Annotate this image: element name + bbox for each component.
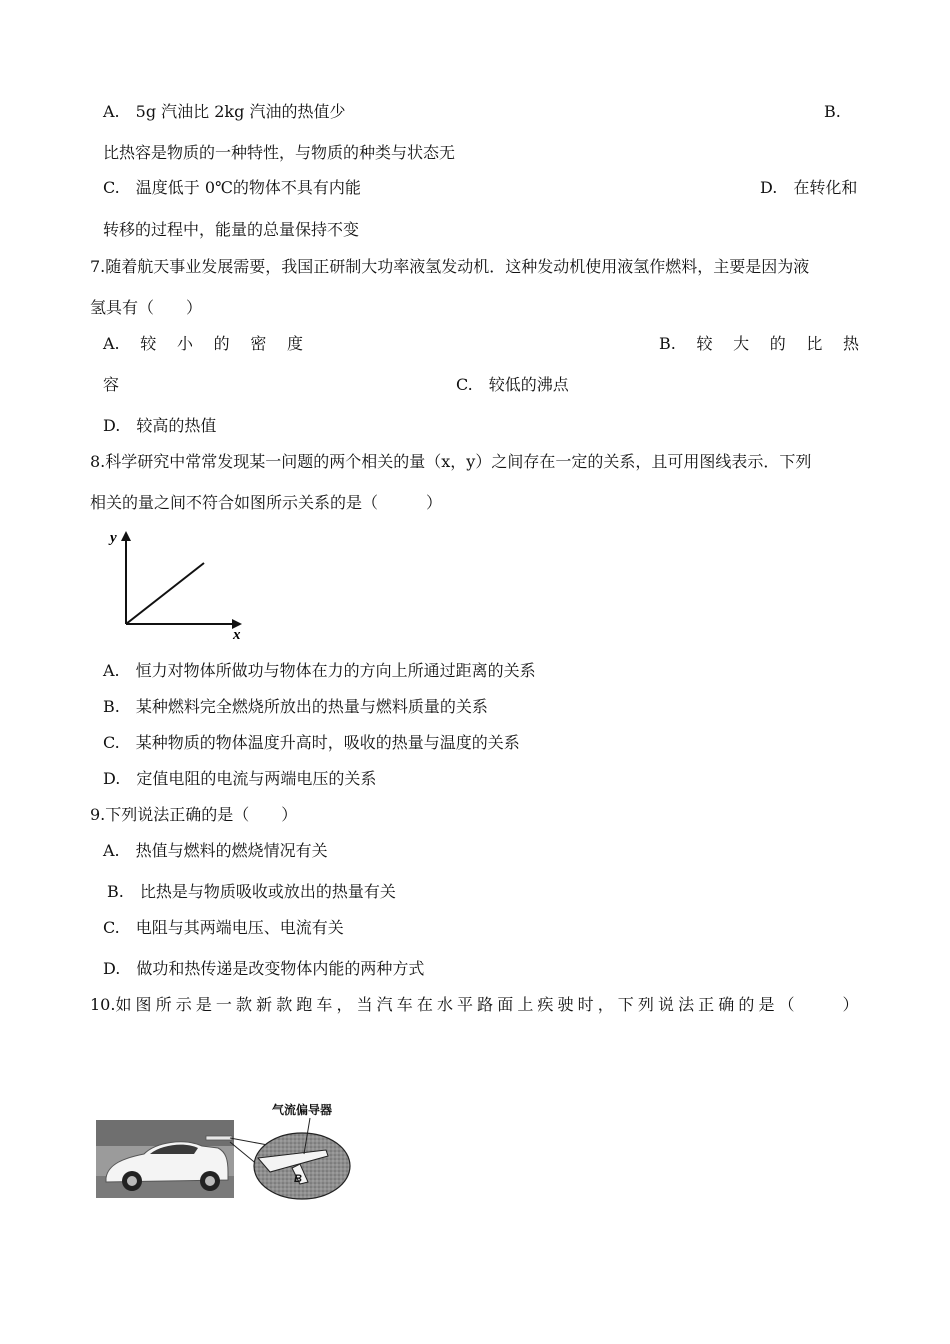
q7-option-a [103, 334, 303, 354]
option-label: A. [103, 102, 120, 121]
option-label: C. [103, 178, 120, 197]
q8-option-c [103, 733, 520, 753]
option-char: 较 [696, 334, 713, 353]
proportional-line [126, 563, 204, 624]
option-label: B. [659, 334, 676, 353]
option-text: 电阻与其两端电压、电流有关 [135, 918, 344, 937]
spoiler-label: 气流偏导器 [272, 1103, 333, 1117]
q7-option-b [659, 334, 859, 354]
option-text: 比热是与物质吸收或放出的热量有关 [139, 882, 396, 901]
option-text: 做功和热传递是改变物体内能的两种方式 [136, 959, 425, 978]
q7-stem-line-1: 7.随着航天事业发展需要，我国正研制大功率液氢发动机．这种发动机使用液氢作燃料，主要是因为液 [90, 257, 810, 276]
option-label: C. [103, 733, 120, 752]
y-axis-label: y [110, 530, 117, 546]
q6-option-d-text: 转移的过程中，能量的总量保持不变 [103, 220, 360, 239]
option-text: 某种燃料完全燃烧所放出的热量与燃料质量的关系 [135, 697, 488, 716]
option-label: D. [103, 769, 121, 788]
option-char: 密 [250, 334, 267, 353]
option-label: B. [103, 697, 120, 716]
stem-char: 是 [195, 995, 212, 1014]
stem-char: 一 [215, 995, 232, 1014]
stem-char: 法 [678, 995, 695, 1014]
stem-char: 下 [617, 995, 634, 1014]
option-char: 小 [176, 334, 193, 353]
q10-stem [90, 995, 859, 1015]
stem-char: 正 [698, 995, 715, 1014]
stem-char: 疾 [537, 995, 554, 1014]
y-axis-arrow [121, 531, 131, 541]
option-char: 比 [806, 334, 823, 353]
q7-stem-line-2: 氢具有（ ） [90, 298, 203, 317]
q6-option-c [103, 178, 361, 198]
stem-char: 是 [758, 995, 775, 1014]
stem-char: 时 [577, 995, 594, 1014]
stem-char: 示 [175, 995, 192, 1014]
q10-sports-car-figure [94, 1098, 360, 1202]
q8-stem-line-1: 8.科学研究中常常发现某一问题的两个相关的量（x，y）之间存在一定的关系，且可用图线表示．下列 [90, 452, 812, 471]
q6-option-b-text: 比热容是物质的一种特性，与物质的种类与状态无 [103, 143, 456, 162]
stem-char: （ ） [778, 995, 859, 1014]
option-label: D. [760, 178, 778, 197]
option-char: 较 [140, 334, 157, 353]
stem-char: 车 [396, 995, 413, 1014]
stem-char: 新 [256, 995, 273, 1014]
car-spoiler [206, 1136, 232, 1140]
q7-option-c [456, 375, 569, 395]
stem-char: 所 [155, 995, 172, 1014]
stem-char: 10.如 [90, 995, 132, 1014]
part-letter: B [294, 1173, 302, 1185]
option-label: A. [103, 334, 120, 353]
option-label: C. [456, 375, 473, 394]
stem-char: 说 [657, 995, 674, 1014]
car-photo-sky [96, 1120, 234, 1146]
option-text: 较低的沸点 [488, 375, 569, 394]
stem-char: 图 [135, 995, 152, 1014]
option-text: 5g 汽油比 2kg 汽油的热值少 [135, 102, 346, 121]
option-char: 度 [286, 334, 303, 353]
option-label: D. [103, 959, 121, 978]
option-text: 某种物质的物体温度升高时，吸收的热量与温度的关系 [135, 733, 520, 752]
stem-char: 车 [316, 995, 333, 1014]
option-text: 在转化和 [793, 178, 858, 197]
stem-char: 面 [497, 995, 514, 1014]
q9-option-d [103, 959, 424, 979]
option-char: 的 [213, 334, 230, 353]
q6-option-a [103, 102, 345, 122]
q6-option-d-head [760, 178, 857, 198]
q6-option-b-label: B. [824, 102, 841, 121]
q9-option-a [103, 841, 328, 861]
q9-option-c [103, 918, 344, 938]
option-label: A. [103, 841, 120, 860]
stem-char: 平 [457, 995, 474, 1014]
stem-char: 跑 [296, 995, 313, 1014]
stem-char: 水 [436, 995, 453, 1014]
stem-char: 汽 [376, 995, 393, 1014]
option-text: 较高的热值 [136, 416, 217, 435]
stem-char: 款 [236, 995, 253, 1014]
option-char: 的 [769, 334, 786, 353]
stem-char: 的 [738, 995, 755, 1014]
stem-char: 确 [718, 995, 735, 1014]
option-text: 温度低于 0℃的物体不具有内能 [135, 178, 361, 197]
stem-char: 路 [477, 995, 494, 1014]
option-text: 热值与燃料的燃烧情况有关 [135, 841, 328, 860]
option-char: 大 [733, 334, 750, 353]
car-rear-hub [205, 1176, 215, 1186]
stem-char: ， [597, 995, 614, 1014]
stem-char: 上 [517, 995, 534, 1014]
q8-option-a [103, 661, 536, 681]
q8-stem-line-2: 相关的量之间不符合如图所示关系的是（ ） [90, 493, 443, 512]
q8-option-d [103, 769, 376, 789]
stem-char: 款 [276, 995, 293, 1014]
car-front-hub [127, 1176, 137, 1186]
q9-option-b [107, 882, 396, 902]
option-text: 恒力对物体所做功与物体在力的方向上所通过距离的关系 [135, 661, 536, 680]
option-label: B. [107, 882, 124, 901]
option-label: C. [103, 918, 120, 937]
q8-option-b [103, 697, 488, 717]
stem-char: 列 [637, 995, 654, 1014]
q9-stem: 9.下列说法正确的是（ ） [90, 805, 298, 824]
q8-graph [104, 526, 254, 642]
option-label: D. [103, 416, 121, 435]
option-text: 定值电阻的电流与两端电压的关系 [136, 769, 377, 788]
q7-option-d [103, 416, 216, 436]
stem-char: 在 [416, 995, 433, 1014]
stem-char: 驶 [557, 995, 574, 1014]
stem-char: 当 [356, 995, 373, 1014]
option-char: 热 [842, 334, 859, 353]
option-label: A. [103, 661, 120, 680]
q7-option-b-tail: 容 [103, 375, 120, 394]
stem-char: ， [336, 995, 353, 1014]
x-axis-label: x [233, 627, 241, 642]
